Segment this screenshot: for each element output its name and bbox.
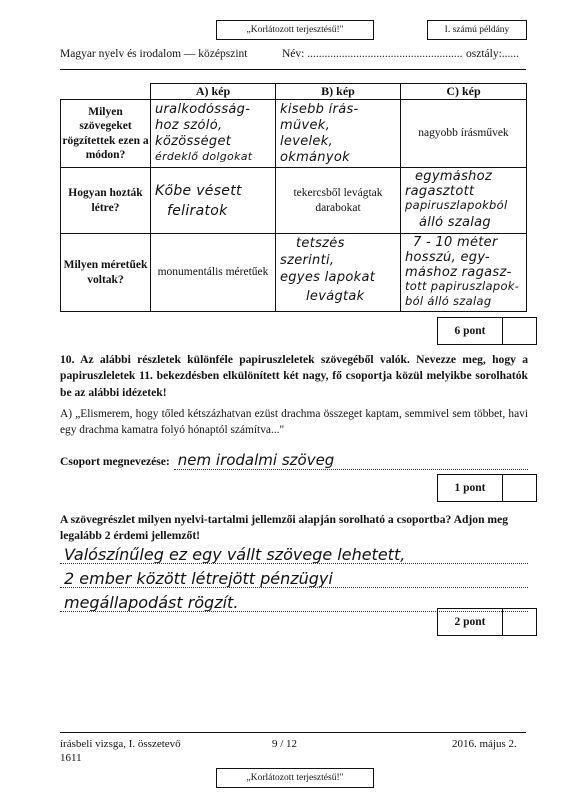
handwritten-line: tetszés xyxy=(296,237,345,250)
col-header-a: A) kép xyxy=(151,84,276,100)
table-corner xyxy=(61,84,151,100)
col-header-b: B) kép xyxy=(276,84,401,100)
handwritten-line: papiruszlapokból xyxy=(405,200,508,212)
score-box-1 xyxy=(437,474,537,502)
handwritten-line: kisebb írás- xyxy=(280,103,359,116)
handwritten-line: máshoz ragasz- xyxy=(405,266,512,279)
quote-a: A) „Elismerem, hogy tőled kétszázhatvan ezüst drachma összeget kaptam, semmivel sem többet, havi egy drachma kamatra folyó hónaptól számítva..." xyxy=(60,408,528,437)
restricted-label-text: „Korlátozott terjesztésű!" xyxy=(246,773,344,783)
score-entry[interactable] xyxy=(503,475,536,501)
answer-lines xyxy=(60,540,528,612)
answer-cell-2b: tekercsből levágtak darabokat xyxy=(276,168,401,234)
handwritten-line: hosszú, egy- xyxy=(405,251,490,264)
class-field: osztály:...... xyxy=(466,48,520,60)
answer-cell-2c xyxy=(401,168,527,234)
question-11: A szövegrészlet milyen nyelvi-tartalmi jellemzői alapján sorolható a csoportba? Adjon meg legalább 2 érdemi jellemzőt! xyxy=(60,513,509,543)
question-10: 10. Az alábbi részletek különféle papiruszleletek szövegéből valók. Nevezze meg, hogy a papiruszleletek 11. bekezdésben elkülönített két nagy, fő csoportja közül melyikbe sorolhatók be az alábbi idézetek! xyxy=(60,353,528,399)
handwritten-line: Kőbe vésett xyxy=(155,184,242,198)
score-label: 6 pont xyxy=(438,318,503,344)
score-box-6 xyxy=(437,317,537,345)
header-rule xyxy=(60,69,526,70)
handwritten-line: művek, xyxy=(280,119,331,132)
handwritten-line: ragasztott xyxy=(405,185,475,198)
answer-line[interactable]: megállapodást rögzít. xyxy=(60,588,528,612)
answer-line[interactable]: Valószínűleg ez egy vállt szövege lehetett, xyxy=(60,540,528,564)
footer-page: 9 / 12 xyxy=(272,738,298,750)
score-label: 1 pont xyxy=(438,475,503,501)
answer-cell-2a xyxy=(151,168,276,234)
handwritten-line: feliratok xyxy=(167,204,228,218)
group-answer-line xyxy=(60,448,528,470)
table-row xyxy=(61,234,527,312)
table-header-row xyxy=(61,84,527,100)
footer-exam: írásbeli vizsga, I. összetevő xyxy=(60,738,181,750)
copy-label xyxy=(427,20,527,40)
answer-cell-1c: nagyobb írásművek xyxy=(401,100,527,168)
group-label: Csoport megnevezése: xyxy=(60,454,170,468)
group-answer[interactable]: nem irodalmi szöveg xyxy=(174,453,528,470)
answer-line[interactable]: 2 ember között létrejött pénzügyi xyxy=(60,564,528,588)
handwritten-line: 7 - 10 méter xyxy=(413,236,498,249)
handwritten-line: érdeklő dolgokat xyxy=(155,151,253,162)
restricted-label-top xyxy=(216,20,374,40)
answer-cell-3b xyxy=(276,234,401,312)
handwritten-line: ból álló szalag xyxy=(405,296,492,308)
handwritten-line: tott papiruszlapok- xyxy=(405,281,520,293)
image-comparison-table xyxy=(60,83,527,312)
handwritten-line: álló szalag xyxy=(419,216,491,229)
restricted-label-text: „Korlátozott terjesztésű!" xyxy=(246,25,344,35)
row-label: Milyen méretűek voltak? xyxy=(61,234,151,312)
handwritten-line: hoz szóló, xyxy=(155,119,223,132)
handwritten-line: egymáshoz xyxy=(415,170,493,183)
footer-rule xyxy=(60,732,526,733)
table-row xyxy=(61,168,527,234)
answer-cell-3a: monumentális méretűek xyxy=(151,234,276,312)
handwritten-line: levágtak xyxy=(306,290,365,303)
handwritten-line: okmányok xyxy=(280,151,350,164)
handwritten-line: levelek, xyxy=(280,135,333,148)
table-row xyxy=(61,100,527,168)
handwritten-line: közösséget xyxy=(155,135,232,148)
row-label: Milyen szövegeket rögzítettek ezen a módon? xyxy=(61,100,151,168)
answer-cell-1a xyxy=(151,100,276,168)
answer-cell-3c xyxy=(401,234,527,312)
footer-code: 1611 xyxy=(60,752,82,764)
row-label: Hogyan hozták létre? xyxy=(61,168,151,234)
name-field: Név: ...................................................... xyxy=(282,48,463,60)
handwritten-line: uralkodósság- xyxy=(155,103,251,116)
copy-label-text: I. számú példány xyxy=(444,25,510,35)
col-header-c: C) kép xyxy=(401,84,527,100)
restricted-label-bottom xyxy=(216,768,374,788)
footer-date: 2016. május 2. xyxy=(452,738,517,750)
subject-title: Magyar nyelv és irodalom — középszint xyxy=(60,48,248,60)
score-label: 2 pont xyxy=(438,609,503,635)
score-box-2 xyxy=(437,608,537,636)
handwritten-line: szerinti, xyxy=(280,254,335,267)
score-entry[interactable] xyxy=(503,609,536,635)
answer-cell-1b xyxy=(276,100,401,168)
handwritten-line: egyes lapokat xyxy=(280,271,376,284)
score-entry[interactable] xyxy=(503,318,536,344)
